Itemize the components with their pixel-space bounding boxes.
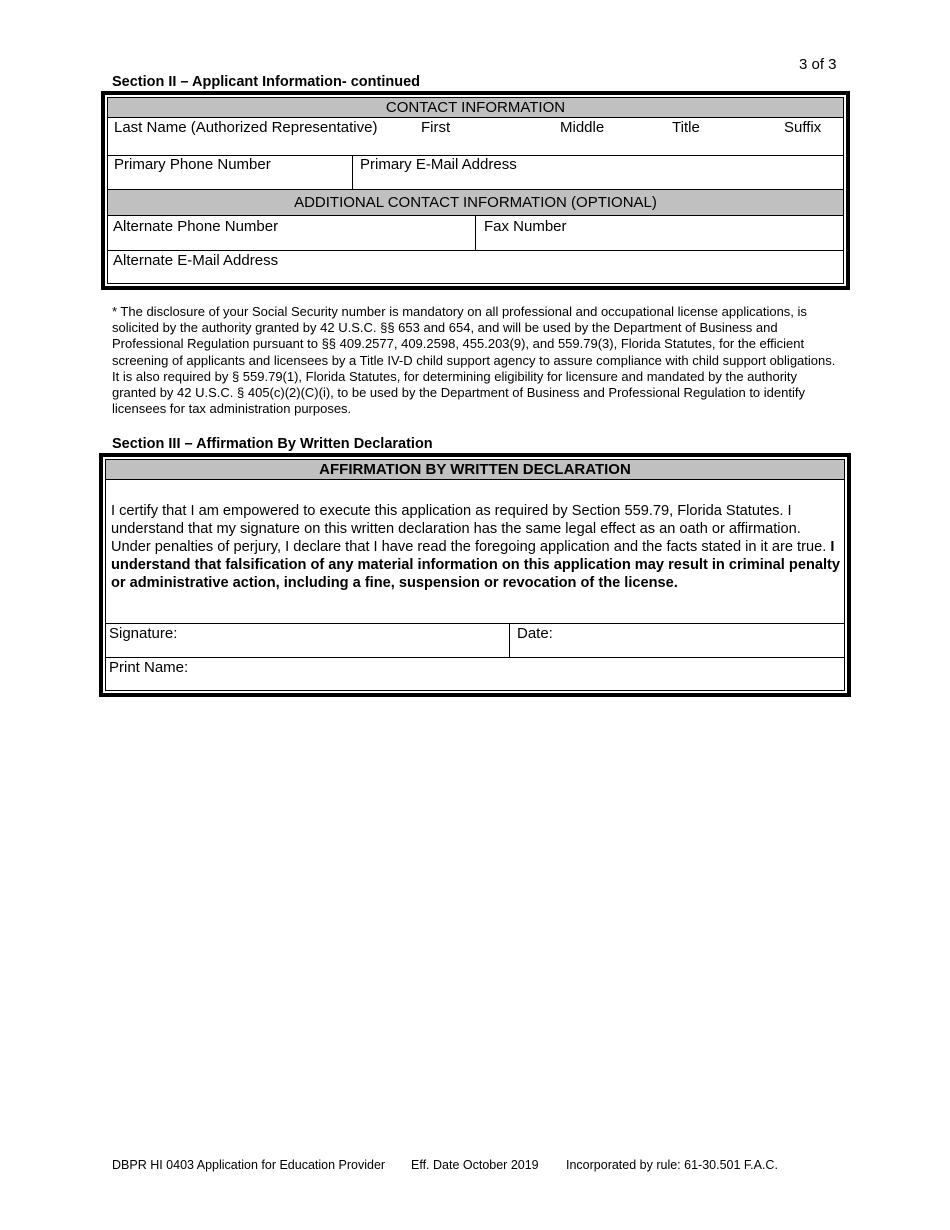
alternate-email-label: Alternate E-Mail Address [113,252,279,269]
affirmation-box [99,453,851,697]
divider [106,657,844,658]
additional-contact-header: ADDITIONAL CONTACT INFORMATION (OPTIONAL) [108,189,843,216]
footer-rule: Incorporated by rule: 61-30.501 F.A.C. [566,1158,778,1172]
first-name-label: First [421,119,451,136]
page-number: 3 of 3 [799,56,837,73]
divider [108,250,843,251]
suffix-label: Suffix [784,119,822,136]
affirmation-warning-text: I understand that falsification of any material information on this application may result in criminal penalty or administrative action, including a fine, suspension or revocation of the license. [111,539,841,591]
ssn-disclosure-text: * The disclosure of your Social Security number is mandatory on all professional and occupational license applications, is solicited by the authority granted by 42 U.S.C. §§ 653 and 654, and will be used by the Department of Business and Professional Regulation pursuant to §§ 409.2577, 409.2598, 455.203(9), and 559.79(3), Florida Statutes, for the efficient screening of applicants and licensees by a Title IV-D child support agency to assure compliance with child support obligations. It is also required by § 559.79(1), Florida Statutes, for determining eligibility for licensure and mandated by the authority granted by 42 U.S.C. § 405(c)(2)(C)(i), to be used by the Department of Business and Professional Regulation to identify licensees for tax administration purposes. [112,304,836,417]
divider [475,216,476,250]
signature-label: Signature: [109,625,178,642]
alternate-phone-label: Alternate Phone Number [113,218,279,235]
section-3-title: Section III – Affirmation By Written Declaration [112,436,433,452]
contact-information-box [101,91,850,290]
footer-effective-date: Eff. Date October 2019 [411,1158,539,1172]
divider [509,623,510,657]
divider [352,155,353,189]
footer-form-name: DBPR HI 0403 Application for Education Provider [112,1158,386,1172]
fax-number-label: Fax Number [484,218,567,235]
primary-phone-label: Primary Phone Number [114,156,271,173]
title-label: Title [672,119,700,136]
affirmation-statement-text: I certify that I am empowered to execute this application as required by Section 559.79, Florida Statutes. I understand that my signature on this written declaration has the same legal effect as an oath or affirmation. Under penalties of perjury, I declare that I have read the foregoing application and the facts stated in it are true. [111,503,831,555]
section-2-title: Section II – Applicant Information- continued [112,74,420,90]
last-name-label: Last Name (Authorized Representative) [114,119,378,136]
print-name-label: Print Name: [109,659,189,676]
primary-email-label: Primary E-Mail Address [360,156,517,173]
affirmation-header: AFFIRMATION BY WRITTEN DECLARATION [106,460,844,480]
contact-information-header: CONTACT INFORMATION [108,98,843,118]
divider [106,623,844,624]
date-label: Date: [517,625,553,642]
middle-name-label: Middle [560,119,605,136]
affirmation-statement [111,502,843,592]
